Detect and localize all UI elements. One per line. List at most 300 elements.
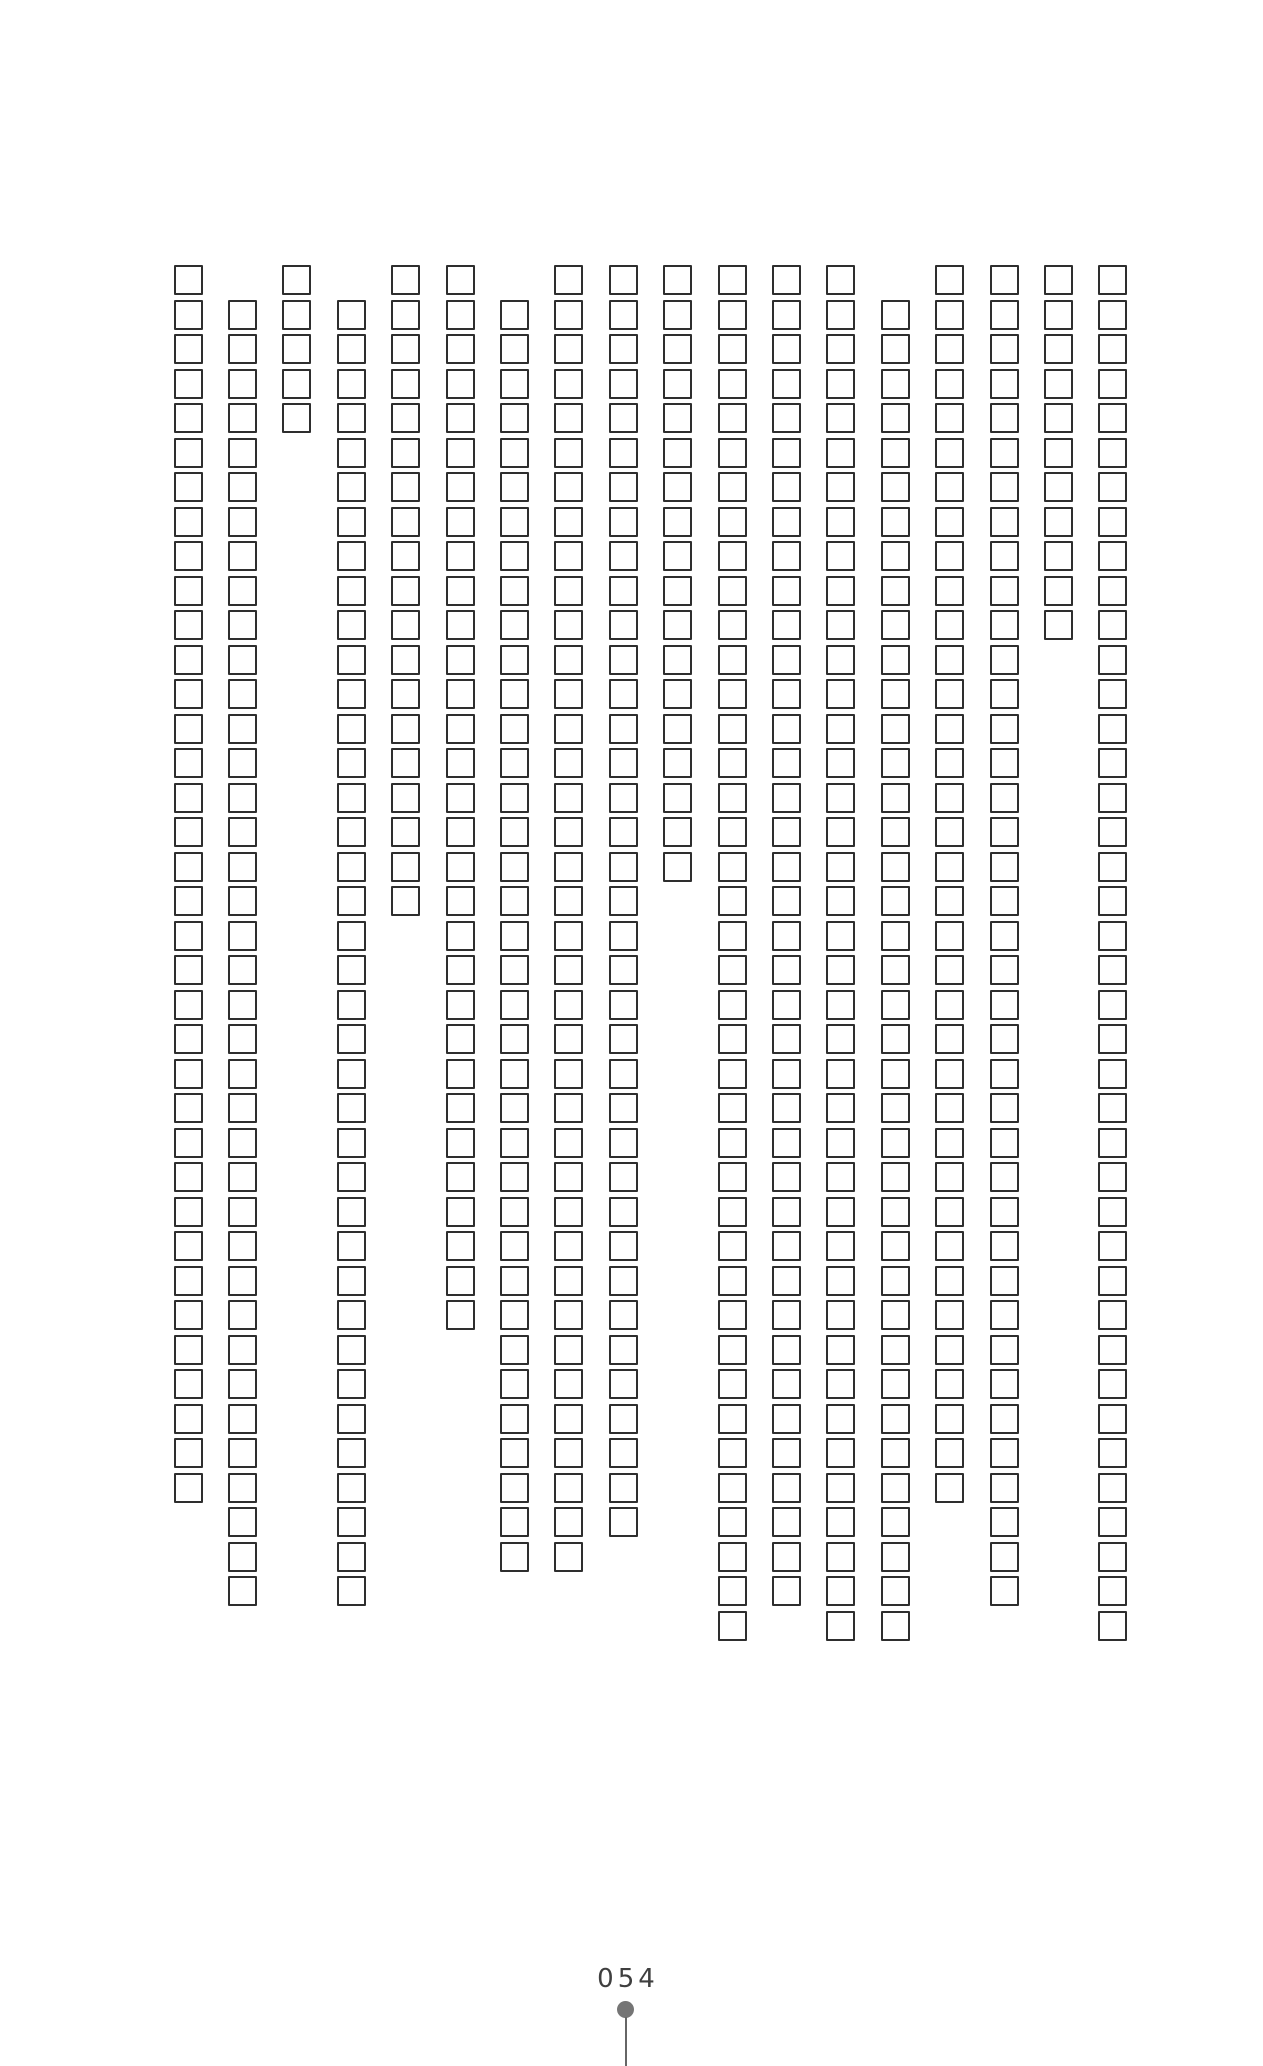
- redacted-character: [337, 507, 366, 537]
- redacted-character: [1098, 990, 1127, 1020]
- redacted-character: [228, 886, 257, 916]
- redacted-character: [554, 1024, 583, 1054]
- redacted-character: [826, 265, 855, 295]
- footer-line-ornament: [625, 2017, 627, 2066]
- redacted-character: [337, 1576, 366, 1606]
- redacted-character: [826, 403, 855, 433]
- redacted-character: [500, 1473, 529, 1503]
- redacted-character: [990, 334, 1019, 364]
- redacted-character: [718, 1300, 747, 1330]
- redacted-character: [772, 1542, 801, 1572]
- redacted-character: [554, 679, 583, 709]
- redacted-character: [772, 1093, 801, 1123]
- redacted-character: [174, 334, 203, 364]
- redacted-character: [446, 507, 475, 537]
- text-column: [824, 265, 858, 1647]
- redacted-character: [391, 541, 420, 571]
- redacted-character: [554, 1335, 583, 1365]
- redacted-character: [718, 990, 747, 1020]
- redacted-character: [990, 1473, 1019, 1503]
- redacted-character: [718, 403, 747, 433]
- redacted-character: [881, 990, 910, 1020]
- redacted-character: [1098, 369, 1127, 399]
- redacted-character: [609, 990, 638, 1020]
- redacted-character: [935, 334, 964, 364]
- redacted-character: [609, 576, 638, 606]
- redacted-character: [1098, 1266, 1127, 1296]
- redacted-character: [1098, 1197, 1127, 1227]
- redacted-character: [228, 403, 257, 433]
- redacted-character: [881, 334, 910, 364]
- redacted-character: [500, 300, 529, 330]
- redacted-character: [935, 1128, 964, 1158]
- redacted-character: [718, 1093, 747, 1123]
- redacted-character: [881, 369, 910, 399]
- redacted-character: [174, 748, 203, 778]
- redacted-character: [935, 610, 964, 640]
- redacted-character: [935, 300, 964, 330]
- redacted-character: [554, 1231, 583, 1261]
- redacted-character: [718, 576, 747, 606]
- redacted-character: [174, 1266, 203, 1296]
- redacted-character: [826, 1162, 855, 1192]
- redacted-character: [609, 300, 638, 330]
- redacted-character: [826, 955, 855, 985]
- redacted-character: [554, 438, 583, 468]
- redacted-character: [609, 507, 638, 537]
- redacted-character: [554, 817, 583, 847]
- redacted-character: [718, 472, 747, 502]
- redacted-character: [228, 783, 257, 813]
- redacted-character: [881, 1266, 910, 1296]
- redacted-character: [826, 610, 855, 640]
- redacted-character: [609, 1197, 638, 1227]
- redacted-character: [609, 645, 638, 675]
- redacted-character: [663, 645, 692, 675]
- redacted-character: [718, 541, 747, 571]
- redacted-character: [826, 1576, 855, 1606]
- redacted-character: [228, 1093, 257, 1123]
- redacted-character: [935, 576, 964, 606]
- redacted-character: [174, 1369, 203, 1399]
- redacted-character: [228, 1473, 257, 1503]
- redacted-character: [881, 1473, 910, 1503]
- redacted-character: [500, 1507, 529, 1537]
- redacted-character: [718, 507, 747, 537]
- redacted-character: [337, 541, 366, 571]
- redacted-character: [718, 1231, 747, 1261]
- redacted-character: [718, 1266, 747, 1296]
- redacted-character: [990, 852, 1019, 882]
- redacted-character: [609, 852, 638, 882]
- redacted-character: [718, 783, 747, 813]
- redacted-character: [935, 1266, 964, 1296]
- text-column: [1096, 265, 1130, 1647]
- redacted-character: [228, 645, 257, 675]
- redacted-character: [1098, 472, 1127, 502]
- redacted-character: [1098, 714, 1127, 744]
- redacted-character: [282, 369, 311, 399]
- redacted-character: [554, 403, 583, 433]
- redacted-character: [826, 783, 855, 813]
- redacted-character: [500, 1059, 529, 1089]
- redacted-character: [935, 852, 964, 882]
- redacted-character: [772, 507, 801, 537]
- redacted-character: [772, 714, 801, 744]
- redacted-character: [881, 1404, 910, 1434]
- text-column: [661, 265, 695, 1647]
- redacted-character: [1098, 1024, 1127, 1054]
- redacted-character: [990, 921, 1019, 951]
- redacted-character: [174, 541, 203, 571]
- redacted-character: [772, 1059, 801, 1089]
- redacted-character: [935, 1335, 964, 1365]
- redacted-character: [990, 1162, 1019, 1192]
- redacted-character: [391, 817, 420, 847]
- redacted-character: [881, 1611, 910, 1641]
- redacted-character: [990, 1128, 1019, 1158]
- redacted-character: [174, 1473, 203, 1503]
- redacted-character: [826, 1128, 855, 1158]
- redacted-character: [500, 1197, 529, 1227]
- redacted-character: [718, 1542, 747, 1572]
- redacted-character: [826, 438, 855, 468]
- redacted-character: [446, 679, 475, 709]
- redacted-character: [718, 369, 747, 399]
- redacted-character: [663, 610, 692, 640]
- redacted-character: [446, 817, 475, 847]
- redacted-character: [337, 783, 366, 813]
- redacted-character: [609, 748, 638, 778]
- redacted-character: [881, 403, 910, 433]
- redacted-character: [826, 1507, 855, 1537]
- redacted-character: [990, 1438, 1019, 1468]
- redacted-character: [391, 852, 420, 882]
- redacted-character: [990, 1576, 1019, 1606]
- redacted-character: [826, 852, 855, 882]
- redacted-character: [718, 1611, 747, 1641]
- redacted-character: [228, 679, 257, 709]
- redacted-character: [228, 955, 257, 985]
- redacted-character: [990, 645, 1019, 675]
- redacted-character: [391, 610, 420, 640]
- redacted-character: [881, 1024, 910, 1054]
- redacted-character: [1044, 403, 1073, 433]
- redacted-character: [990, 1024, 1019, 1054]
- redacted-character: [663, 265, 692, 295]
- redacted-character: [990, 472, 1019, 502]
- redacted-character: [826, 576, 855, 606]
- redacted-character: [446, 438, 475, 468]
- redacted-character: [826, 1197, 855, 1227]
- redacted-character: [881, 1093, 910, 1123]
- redacted-character: [500, 541, 529, 571]
- redacted-character: [228, 576, 257, 606]
- redacted-character: [337, 1128, 366, 1158]
- redacted-character: [1098, 1507, 1127, 1537]
- redacted-character: [554, 783, 583, 813]
- redacted-character: [881, 300, 910, 330]
- redacted-character: [826, 714, 855, 744]
- footer-dot-ornament: [617, 2001, 634, 2018]
- redacted-character: [990, 369, 1019, 399]
- redacted-character: [337, 334, 366, 364]
- redacted-character: [337, 817, 366, 847]
- redacted-character: [174, 472, 203, 502]
- redacted-character: [174, 610, 203, 640]
- redacted-character: [337, 1162, 366, 1192]
- redacted-character: [609, 1231, 638, 1261]
- redacted-character: [174, 783, 203, 813]
- redacted-character: [500, 334, 529, 364]
- redacted-character: [935, 1093, 964, 1123]
- redacted-character: [337, 886, 366, 916]
- redacted-character: [446, 783, 475, 813]
- redacted-character: [935, 1473, 964, 1503]
- redacted-character: [826, 1438, 855, 1468]
- redacted-character: [174, 300, 203, 330]
- redacted-character: [990, 679, 1019, 709]
- redacted-character: [554, 507, 583, 537]
- redacted-character: [772, 610, 801, 640]
- redacted-character: [1098, 403, 1127, 433]
- redacted-character: [1098, 1335, 1127, 1365]
- redacted-character: [663, 541, 692, 571]
- redacted-character: [1044, 507, 1073, 537]
- redacted-character: [337, 645, 366, 675]
- redacted-character: [446, 852, 475, 882]
- redacted-character: [609, 610, 638, 640]
- redacted-character: [500, 921, 529, 951]
- redacted-character: [174, 403, 203, 433]
- redacted-character: [1098, 921, 1127, 951]
- text-column: [606, 265, 640, 1647]
- redacted-character: [609, 886, 638, 916]
- redacted-character: [718, 714, 747, 744]
- redacted-character: [282, 403, 311, 433]
- redacted-character: [554, 1507, 583, 1537]
- redacted-character: [554, 1404, 583, 1434]
- redacted-character: [990, 438, 1019, 468]
- redacted-character: [174, 369, 203, 399]
- redacted-character: [174, 1197, 203, 1227]
- redacted-character: [718, 645, 747, 675]
- redacted-character: [391, 334, 420, 364]
- text-column: [171, 265, 205, 1647]
- redacted-character: [881, 714, 910, 744]
- redacted-character: [228, 300, 257, 330]
- redacted-character: [446, 265, 475, 295]
- redacted-character: [990, 783, 1019, 813]
- redacted-character: [881, 852, 910, 882]
- redacted-character: [609, 1093, 638, 1123]
- redacted-character: [772, 990, 801, 1020]
- redacted-character: [174, 645, 203, 675]
- redacted-character: [935, 472, 964, 502]
- redacted-character: [174, 852, 203, 882]
- redacted-character: [935, 265, 964, 295]
- redacted-character: [391, 576, 420, 606]
- redacted-character: [554, 955, 583, 985]
- redacted-character: [337, 1404, 366, 1434]
- redacted-character: [1098, 300, 1127, 330]
- redacted-character: [337, 921, 366, 951]
- redacted-character: [282, 265, 311, 295]
- redacted-character: [990, 1266, 1019, 1296]
- redacted-character: [554, 645, 583, 675]
- redacted-character: [1098, 1128, 1127, 1158]
- redacted-character: [990, 1093, 1019, 1123]
- redacted-character: [337, 1369, 366, 1399]
- redacted-character: [1098, 1369, 1127, 1399]
- redacted-character: [228, 990, 257, 1020]
- redacted-character: [554, 852, 583, 882]
- redacted-character: [500, 817, 529, 847]
- redacted-character: [609, 921, 638, 951]
- redacted-character: [174, 886, 203, 916]
- redacted-character: [174, 955, 203, 985]
- redacted-character: [500, 955, 529, 985]
- redacted-character: [718, 300, 747, 330]
- redacted-character: [990, 610, 1019, 640]
- redacted-character: [881, 1576, 910, 1606]
- text-column: [280, 265, 314, 1647]
- redacted-character: [1044, 300, 1073, 330]
- redacted-character: [935, 1300, 964, 1330]
- redacted-character: [881, 1128, 910, 1158]
- redacted-character: [554, 1059, 583, 1089]
- redacted-character: [772, 1335, 801, 1365]
- redacted-character: [174, 1335, 203, 1365]
- redacted-character: [663, 300, 692, 330]
- redacted-character: [554, 576, 583, 606]
- redacted-character: [990, 1059, 1019, 1089]
- redacted-character: [391, 265, 420, 295]
- redacted-character: [718, 955, 747, 985]
- redacted-character: [935, 955, 964, 985]
- redacted-character: [500, 1404, 529, 1434]
- redacted-character: [337, 1542, 366, 1572]
- redacted-character: [609, 1059, 638, 1089]
- redacted-character: [554, 1093, 583, 1123]
- redacted-character: [1098, 438, 1127, 468]
- redacted-character: [772, 645, 801, 675]
- redacted-character: [935, 990, 964, 1020]
- redacted-character: [446, 1128, 475, 1158]
- redacted-character: [1098, 507, 1127, 537]
- redacted-character: [609, 369, 638, 399]
- redacted-character: [554, 1266, 583, 1296]
- redacted-character: [772, 369, 801, 399]
- redacted-character: [228, 1197, 257, 1227]
- redacted-character: [772, 1438, 801, 1468]
- redacted-character: [500, 1093, 529, 1123]
- text-column: [334, 265, 368, 1647]
- redacted-character: [391, 438, 420, 468]
- redacted-character: [881, 748, 910, 778]
- redacted-character: [718, 438, 747, 468]
- redacted-character: [772, 334, 801, 364]
- redacted-character: [718, 886, 747, 916]
- redacted-character: [174, 265, 203, 295]
- redacted-character: [663, 576, 692, 606]
- redacted-character: [1098, 1542, 1127, 1572]
- redacted-character: [935, 1024, 964, 1054]
- text-column: [1042, 265, 1076, 1647]
- redacted-character: [1044, 472, 1073, 502]
- redacted-character: [990, 1507, 1019, 1537]
- redacted-character: [446, 1266, 475, 1296]
- redacted-character: [337, 576, 366, 606]
- redacted-character: [1098, 679, 1127, 709]
- redacted-character: [446, 610, 475, 640]
- redacted-character: [935, 817, 964, 847]
- redacted-character: [1098, 955, 1127, 985]
- redacted-character: [718, 1024, 747, 1054]
- redacted-character: [881, 1542, 910, 1572]
- redacted-character: [718, 1197, 747, 1227]
- redacted-character: [990, 576, 1019, 606]
- redacted-character: [826, 1335, 855, 1365]
- redacted-character: [500, 438, 529, 468]
- redacted-character: [826, 1611, 855, 1641]
- redacted-character: [881, 438, 910, 468]
- redacted-character: [772, 576, 801, 606]
- text-column: [715, 265, 749, 1647]
- redacted-character: [609, 817, 638, 847]
- redacted-character: [1098, 541, 1127, 571]
- redacted-character: [446, 1300, 475, 1330]
- redacted-character: [282, 300, 311, 330]
- redacted-character: [554, 990, 583, 1020]
- redacted-character: [337, 1024, 366, 1054]
- redacted-character: [500, 369, 529, 399]
- redacted-character: [446, 1231, 475, 1261]
- redacted-character: [446, 1093, 475, 1123]
- redacted-character: [663, 334, 692, 364]
- redacted-character: [446, 1197, 475, 1227]
- redacted-character: [609, 334, 638, 364]
- redacted-character: [228, 1507, 257, 1537]
- redacted-character: [554, 300, 583, 330]
- redacted-character: [391, 886, 420, 916]
- redacted-character: [500, 507, 529, 537]
- redacted-character: [1098, 1473, 1127, 1503]
- redacted-character: [228, 748, 257, 778]
- redacted-character: [174, 714, 203, 744]
- body-text-block: [171, 265, 1130, 1647]
- redacted-character: [554, 369, 583, 399]
- redacted-character: [663, 679, 692, 709]
- redacted-character: [935, 403, 964, 433]
- redacted-character: [1098, 1611, 1127, 1641]
- redacted-character: [554, 1197, 583, 1227]
- redacted-character: [337, 610, 366, 640]
- redacted-character: [826, 541, 855, 571]
- redacted-character: [228, 1024, 257, 1054]
- redacted-character: [772, 1162, 801, 1192]
- redacted-character: [609, 1300, 638, 1330]
- redacted-character: [282, 334, 311, 364]
- redacted-character: [391, 783, 420, 813]
- redacted-character: [337, 438, 366, 468]
- redacted-character: [391, 369, 420, 399]
- redacted-character: [772, 921, 801, 951]
- redacted-character: [609, 1162, 638, 1192]
- redacted-character: [609, 1438, 638, 1468]
- redacted-character: [609, 1266, 638, 1296]
- text-column: [933, 265, 967, 1647]
